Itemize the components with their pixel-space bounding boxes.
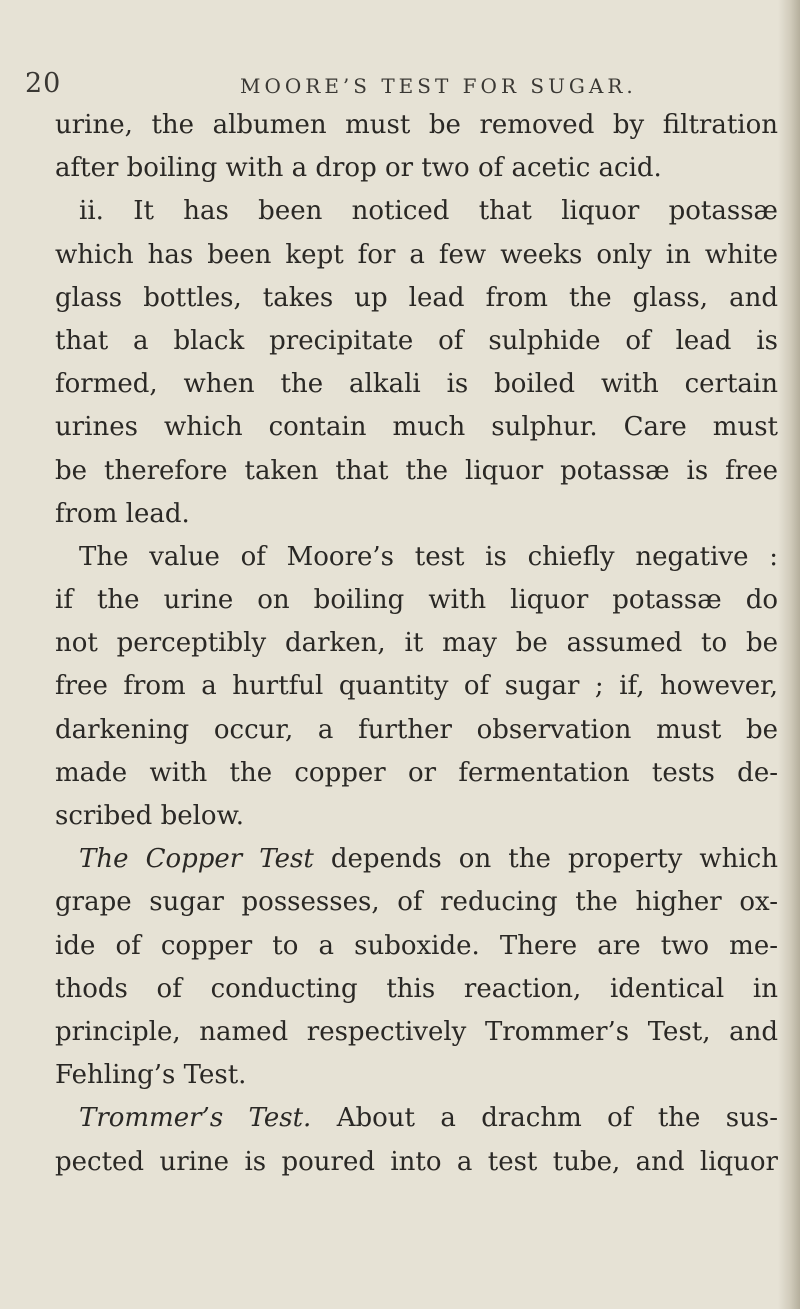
text-line: after boiling with a drop or two of acetic acid. (55, 153, 662, 184)
text-run: About a drachm of the sus- (311, 1103, 778, 1134)
italic-heading: Trommer’s Test. (79, 1103, 312, 1134)
text-line: which has been kept for a few weeks only in white (55, 239, 778, 270)
page-number: 20 (25, 68, 62, 99)
paragraph-start-line: ii. It has been noticed that liquor potassæ (79, 196, 778, 227)
text-line: pected urine is poured into a test tube, and liquor (55, 1146, 778, 1177)
text-line: thods of conducting this reaction, identical in (55, 973, 778, 1004)
text-line: that a black precipitate of sulphide of lead is (55, 325, 778, 356)
paragraph-start-line (55, 1097, 778, 1140)
page-edge-shadow (778, 0, 800, 1309)
text-line: urines which contain much sulphur. Care must (55, 412, 778, 443)
text-line: scribed below. (55, 801, 245, 831)
text-line: darkening occur, a further observation must be (55, 714, 778, 745)
body-text (55, 104, 778, 1184)
text-line: be therefore taken that the liquor potassæ is free (55, 455, 778, 486)
paragraph-start-line (55, 838, 778, 881)
text-line: not perceptibly darken, it may be assumed to be (55, 628, 778, 659)
italic-heading: The Copper Test (79, 844, 314, 875)
running-title: MOORE’S TEST FOR SUGAR. (240, 74, 637, 98)
text-line: urine, the albumen must be removed by filtration (55, 110, 778, 140)
text-line: from lead. (55, 498, 190, 529)
text-run: depends on the property which (313, 844, 778, 875)
text-line: Fehling’s Test. (55, 1060, 247, 1091)
text-line: made with the copper or fermentation tests de- (55, 757, 778, 788)
text-line: free from a hurtful quantity of sugar ; if, however, (55, 671, 778, 702)
text-line: formed, when the alkali is boiled with certain (55, 369, 778, 400)
text-line: glass bottles, takes up lead from the glass, and (55, 282, 778, 313)
text-line: if the urine on boiling with liquor potassæ do (55, 585, 778, 616)
text-line: principle, named respectively Trommer’s Test, and (55, 1016, 778, 1047)
text-line: ide of copper to a suboxide. There are two me- (55, 930, 778, 961)
paragraph-start-line: The value of Moore’s test is chiefly negative : (79, 541, 778, 572)
text-line: grape sugar possesses, of reducing the higher ox- (55, 887, 778, 918)
